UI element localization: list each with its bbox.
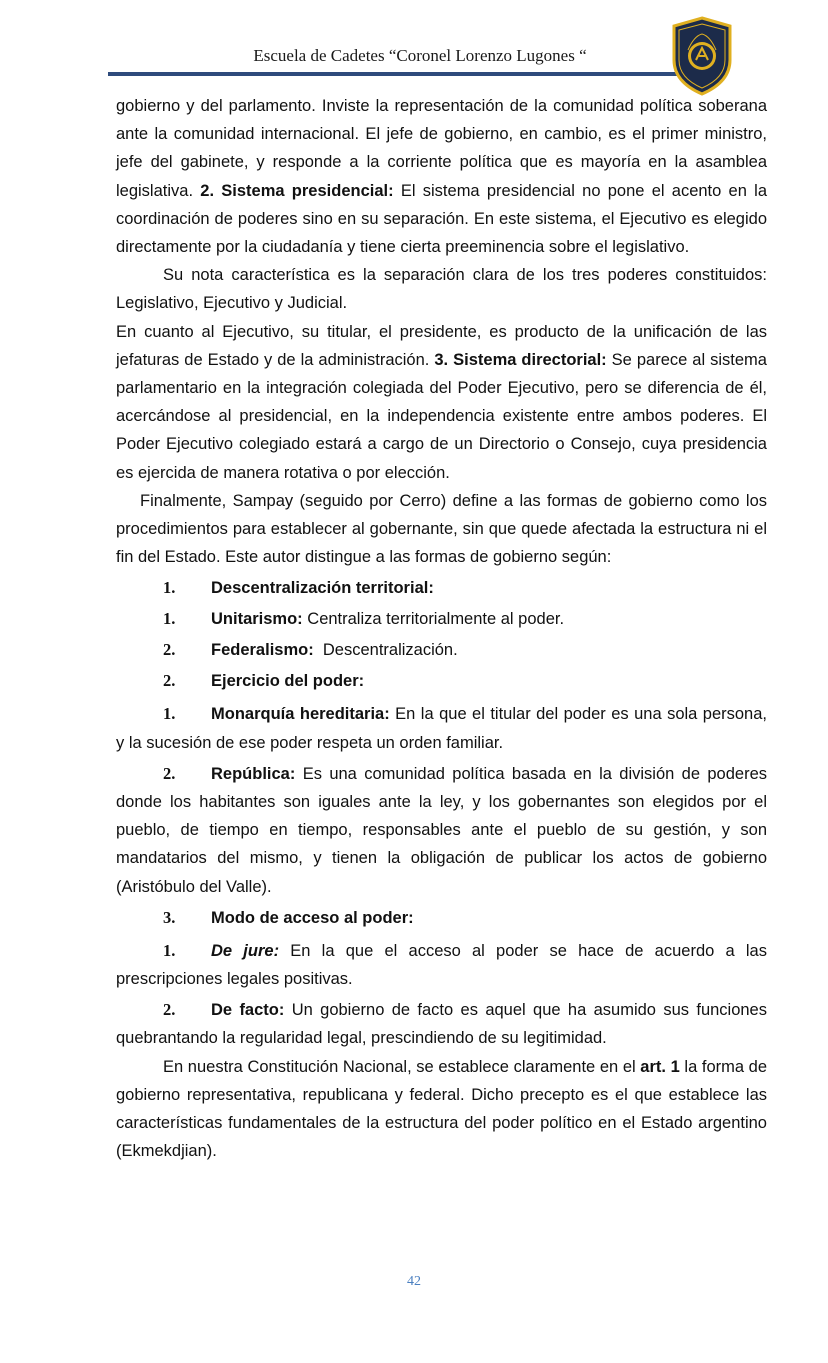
page-number: 42	[407, 1274, 421, 1289]
header-title: Escuela de Cadetes “Coronel Lorenzo Lugones “	[253, 46, 587, 65]
list-item: 2. De facto: Un gobierno de facto es aquel que ha asumido sus funciones quebrantando la regularidad legal, prescindiendo de su legitimidad.	[116, 1000, 767, 1048]
paragraph: gobierno y del parlamento. Inviste la representación de la comunidad política soberana ante la comunidad internacional. El jefe de gobierno, en cambio, es el primer ministro, jefe del gabinete, y responde a la corriente política que es mayoría en la asamblea legislativa. 2. Sistema presidencial: El sistema presidencial no pone el acento en la coordinación de poderes sino en su separación. En este sistema, el Ejecutivo es elegido directamente por la ciudadanía y tiene cierta preeminencia sobre el legislativo.	[116, 97, 767, 257]
document-body	[116, 92, 767, 1166]
school-emblem-icon	[670, 16, 734, 96]
list-item: 2. República: Es una comunidad política basada en la división de poderes donde los habitantes son iguales ante la ley, y los gobernantes son elegidos por el pueblo, de tiempo en tiempo, responsables ante el pueblo de su gestión, y son mandatarios del mismo, y tienen la obligación de publicar los actos de gobierno (Aristóbulo del Valle).	[116, 763, 767, 896]
list-heading: 2. Ejercicio del poder:	[163, 671, 365, 691]
paragraph: En cuanto al Ejecutivo, su titular, el presidente, es producto de la unificación de las jefaturas de Estado y de la administración. 3. Sistema directorial: Se parece al sistema parlamentario en la integración colegiada del Poder Ejecutivo, pero se diferencia de él, acercándose al presidencial, en la independencia existente entre ambos poderes. El Poder Ejecutivo colegiado estará a cargo de un Directorio o Consejo, cuya presidencia es ejercida de manera rotativa o por elección.	[116, 322, 767, 482]
list-heading: 3. Modo de acceso al poder:	[163, 907, 414, 927]
list-heading: 1. Descentralización territorial:	[163, 578, 434, 598]
list-item: 2. Federalismo: Descentralización.	[163, 640, 458, 660]
header-rule	[108, 72, 688, 76]
list-item: 1. Unitarismo: Centraliza territorialmente al poder.	[163, 609, 565, 629]
list-item: 1. De jure: En la que el acceso al poder se hace de acuerdo a las prescripciones legales positivas.	[116, 940, 767, 989]
list-item: 1. Monarquía hereditaria: En la que el titular del poder es una sola persona, y la sucesión de ese poder respeta un orden familiar.	[116, 704, 767, 752]
paragraph: En nuestra Constitución Nacional, se establece claramente en el art. 1 la forma de gobierno representativa, republicana y federal. Dicho precepto es el que establece las características fundamentales de la estructura del poder político en el Estado argentino (Ekmekdjian).	[116, 1057, 768, 1161]
paragraph: Finalmente, Sampay (seguido por Cerro) define a las formas de gobierno como los procedimientos para establecer al gobernante, sin que quede afectada la estructura ni el fin del Estado. Este autor distingue a las formas de gobierno según:	[116, 491, 767, 567]
paragraph: Su nota característica es la separación clara de los tres poderes constituidos: Legislativo, Ejecutivo y Judicial.	[116, 266, 767, 313]
